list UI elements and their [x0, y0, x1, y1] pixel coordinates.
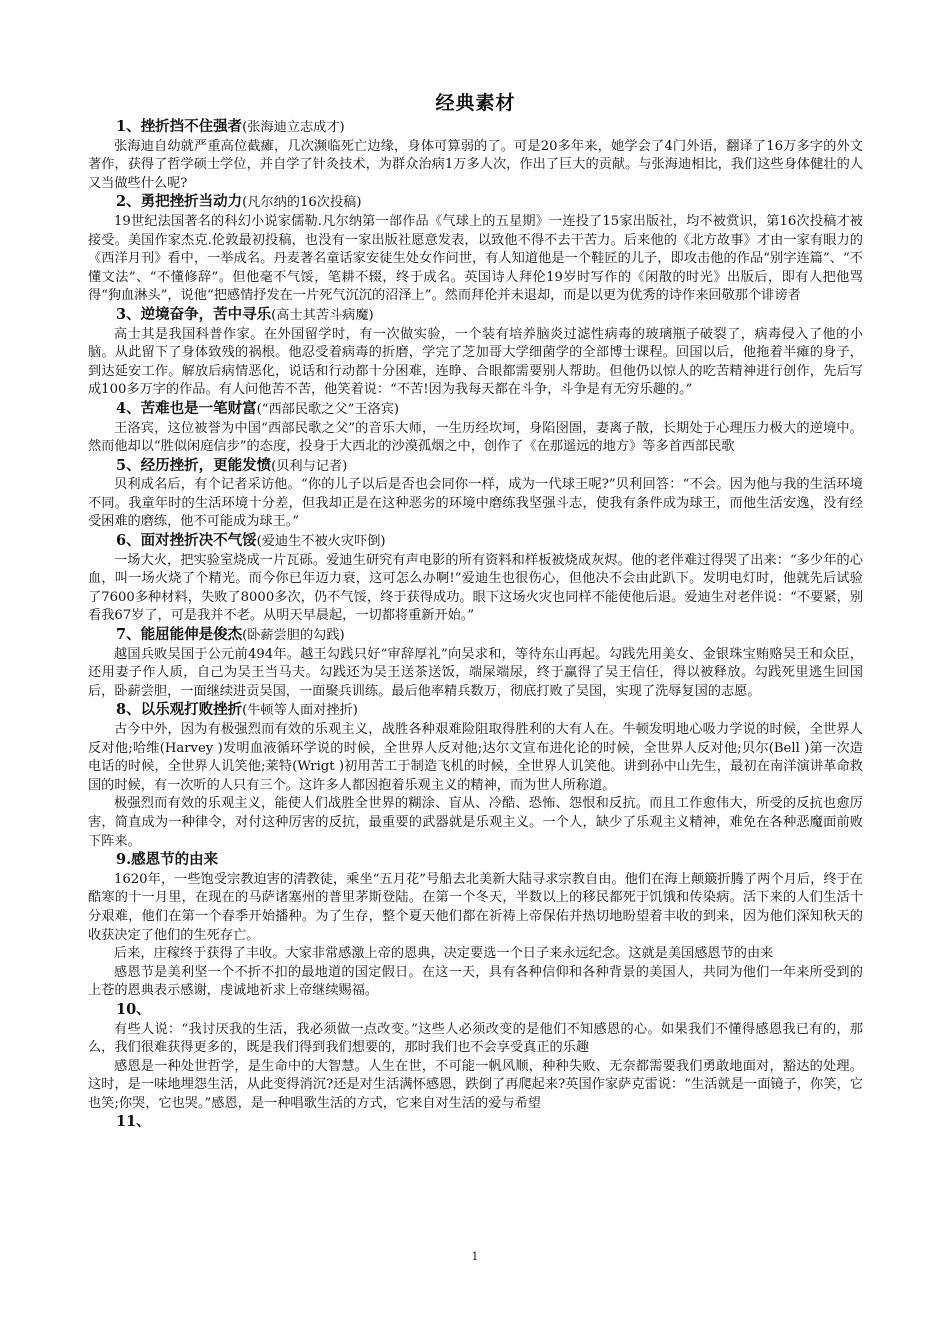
paragraph: 有些人说：“我讨厌我的生活，我必须做一点改变。”这些人必须改变的是他们不知感恩的心。如果我们不懂得感恩我已有的，那么，我们很难获得更多的，既是我们得到我们想要的，那时我们也不会享受真正的乐趣 [88, 1021, 863, 1056]
paragraph: 极强烈而有效的乐观主义，能使人们战胜全世界的糊涂、盲从、冷酷、恐怖、怨恨和反抗。而且工作愈伟大，所受的反抗也愈厉害，简直成为一种律令，对付这种厉害的反抗，最重要的武器就是乐观主义。一个人，缺少了乐观主义精神，难免在各种恶魔面前败下阵来。 [88, 796, 863, 849]
section-heading [88, 400, 863, 420]
section-subtitle: (贝利与记者) [271, 458, 348, 474]
section-subtitle: (牛顿等人面对挫折) [242, 703, 358, 719]
paragraph: 1620年，一些饱受宗教迫害的清教徒，乘坐“五月花”号船去北美新大陆寻求宗教自由。他们在海上颠簸折腾了两个月后，终于在酷寒的十一月里，在现在的马萨诸塞州的普里茅斯登陆。在第一个冬天，半数以上的移民都死于饥饿和传染病。活下来的人们生活十分艰难，他们在第一个春季开始播种。为了生存，整个夏天他们都在祈祷上帝保佑并热切地盼望着丰收的到来，因为他们深知秋天的收获决定了他们的生死存亡。 [88, 871, 863, 943]
section-heading-text: 4、苦难也是一笔财富 [116, 399, 257, 417]
section-heading [88, 626, 863, 646]
paragraph: 古今中外，因为有极强烈而有效的乐观主义，战胜各种艰难险阻取得胜利的大有人在。牛顿发明地心吸力学说的时候，全世界人反对他;哈维(Harvey )发明血液循环学说的时候，全世界人反对他;达尔文宣布进化论的时候，全世界人反对他;贝尔(Bell )第一次造电话的时候，全世界人讥笑他;莱特(Wrigt )初用苦工于制造飞机的时候，全世界人讥笑他。讲到孙中山先生，最初在南洋演讲革命救国的时候，有一次听的人只有三个。这许多人都因抱着乐观主义的精神，而为世人所称道。 [88, 722, 863, 793]
section-heading [88, 1113, 863, 1133]
paragraph: 后来，庄稼终于获得了丰收。大家非常感激上帝的恩典，决定要选一个日子来永远纪念。这就是美国感恩节的由来 [114, 946, 774, 962]
paragraph: 感恩是一种处世哲学，是生命中的大智慧。人生在世，不可能一帆风顺，种种失败、无奈都需要我们勇敢地面对，豁达的处理。这时，是一味地埋怨生活，从此变得消沉?还是对生活满怀感恩，跌倒了再爬起来?英国作家萨克雷说：“生活就是一面镜子，你笑，它也笑;你哭，它也哭。”感恩，是一种唱歌生活的方式，它来自对生活的爱与希望 [88, 1058, 863, 1111]
section-heading-text: 8、以乐观打败挫折 [116, 701, 243, 719]
paragraph: 19世纪法国著名的科幻小说家儒勒.凡尔纳第一部作品《气球上的五星期》一连投了15家出版社，均不被赏识，第16次投稿才被接受。美国作家杰克.伦敦最初投稿，也没有一家出版社愿意发表，以致他不得不去干苦力。后来他的《北方故事》才由一家有眼力的《西洋月刊》看中，一举成名。丹麦著名童话家安徒生处女作问世，有人知道他是一个鞋匠的儿子，即攻击他的作品“别字连篇”、“不懂文法”、“不懂修辞”。但他毫不气馁，笔耕不辍，终于成名。英国诗人拜伦19岁时写作的《闲散的时光》出版后，即有人把他骂得“狗血淋头”，说他“把感情抒发在一片死气沉沉的沼泽上”。然而拜伦并未退却，而是以更为优秀的诗作来回敬那个诽谤者 [88, 213, 863, 304]
section-subtitle: (“西部民歌之父”王洛宾) [256, 401, 400, 417]
section-heading-text: 10、 [116, 1000, 151, 1018]
section-heading [88, 851, 863, 871]
document-page [88, 90, 863, 1133]
section-heading [88, 118, 863, 138]
section-heading [88, 1001, 863, 1021]
section-heading [88, 457, 863, 477]
section-heading [88, 306, 863, 326]
paragraph: 一场大火，把实验室烧成一片瓦砾。爱迪生研究有声电影的所有资料和样板被烧成灰烬。他的老伴难过得哭了出来：“多少年的心血，叫一场火烧了个精光。而今你已年迈力衰，这可怎么办啊!”爱迪生也很伤心，但他决不会由此趴下。发明电灯时，他就先后试验了7600多种材料，失败了8000多次，仍不气馁，终于获得成功。眼下这场火灾也同样不能使他后退。爱迪生对老伴说：“不要紧，别看我67岁了，可是我并不老。从明天早晨起，一切都将重新开始。” [88, 552, 863, 624]
section-heading [88, 701, 863, 721]
section-heading-text: 7、能屈能伸是俊杰 [116, 626, 243, 644]
section-heading-text: 3、逆境奋争，苦中寻乐 [116, 305, 272, 323]
paragraph: 贝利成名后，有个记者采访他。“你的儿子以后是否也会同你一样，成为一代球王呢?”贝利回答：“不会。因为他与我的生活环境不同。我童年时的生活环境十分差，但我却正是在这种恶劣的环境中磨练我坚强斗志，使我有条件成为球王，而他生活安逸，没有经受困难的磨练，他不可能成为球王。” [88, 477, 863, 530]
section-heading-text: 1、挫折挡不住强者 [116, 118, 243, 135]
document-title: 经典素材 [435, 92, 516, 114]
section-subtitle: (高士其苦斗病魔) [271, 307, 374, 323]
paragraph: 越国兵败吴国于公元前494年。越王勾践只好“审辞厚礼”向吴求和，等待东山再起。勾践先用美女、金银珠宝贿赂吴王和众臣，还用妻子作人质，自己为吴王当马夫。勾践还为吴王送茶送饭，端屎端尿，终于赢得了吴王信任，得以被释放。勾践死里逃生回国后，卧薪尝胆，一面继续进贡吴国，一面聚兵训练。最后他率精兵数万，彻底打败了吴国，实现了洗辱复国的志愿。 [88, 646, 863, 699]
section-heading-text: 11、 [116, 1113, 151, 1131]
sections-container [88, 118, 863, 1133]
section-heading-text: 2、勇把挫折当动力 [116, 193, 243, 211]
paragraph: 感恩节是美利坚一个不折不扣的最地道的国定假日。在这一天，具有各种信仰和各种背景的美国人，共同为他们一年来所受到的上苍的恩典表示感谢，虔诚地祈求上帝继续赐福。 [88, 964, 863, 999]
paragraph: 高士其是我国科普作家。在外国留学时，有一次做实验，一个装有培养脑炎过滤性病毒的玻璃瓶子破裂了，病毒侵入了他的小脑。从此留下了身体致残的祸根。他忍受着病毒的折磨，学完了芝加哥大学细菌学的全部博士课程。回国以后，他拖着半瘫的身子，到达延安工作。解放后病情恶化，说话和行动都十分困难，连睁、合眼都需要别人帮助。但他仍以惊人的吃苦精神进行创作，先后写成100多万字的作品。有人问他苦不苦，他笑着说：“不苦!因为我每天都在斗争，斗争是有无穷乐趣的。” [88, 326, 863, 398]
paragraph: 王洛宾，这位被誉为中国“西部民歌之父”的音乐大师，一生历经坎坷，身陷囹圄，妻离子散，长期处于心理压力极大的逆境中。然而他却以“胜似闲庭信步”的态度，投身于大西北的沙漠孤烟之中，创作了《在那遥远的地方》等多首西部民歌 [88, 420, 863, 455]
section-subtitle: (爱迪生不被火灾吓倒) [256, 534, 386, 550]
section-heading-text: 9.感恩节的由来 [116, 851, 219, 869]
section-heading-text: 5、经历挫折，更能发愤 [116, 456, 272, 474]
paragraph: 张海迪自幼就严重高位截瘫，几次濒临死亡边缘，身体可算弱的了。可是20多年来，她学会了4门外语，翻译了16万多字的外文著作，获得了哲学硕士学位，并自学了针灸技术，为群众治病1万多人次，作出了巨大的贡献。与张海迪相比，我们这些身体健壮的人又当做些什么呢? [88, 138, 863, 191]
page-number: 1 [471, 1250, 479, 1263]
section-heading [88, 532, 863, 552]
section-heading-text: 6、面对挫折决不气馁 [116, 532, 257, 550]
section-subtitle: (凡尔纳的16次投稿) [242, 195, 362, 211]
section-heading [88, 193, 863, 213]
section-subtitle: (卧薪尝胆的勾践) [242, 628, 345, 644]
section-subtitle: (张海迪立志成才) [242, 120, 345, 135]
